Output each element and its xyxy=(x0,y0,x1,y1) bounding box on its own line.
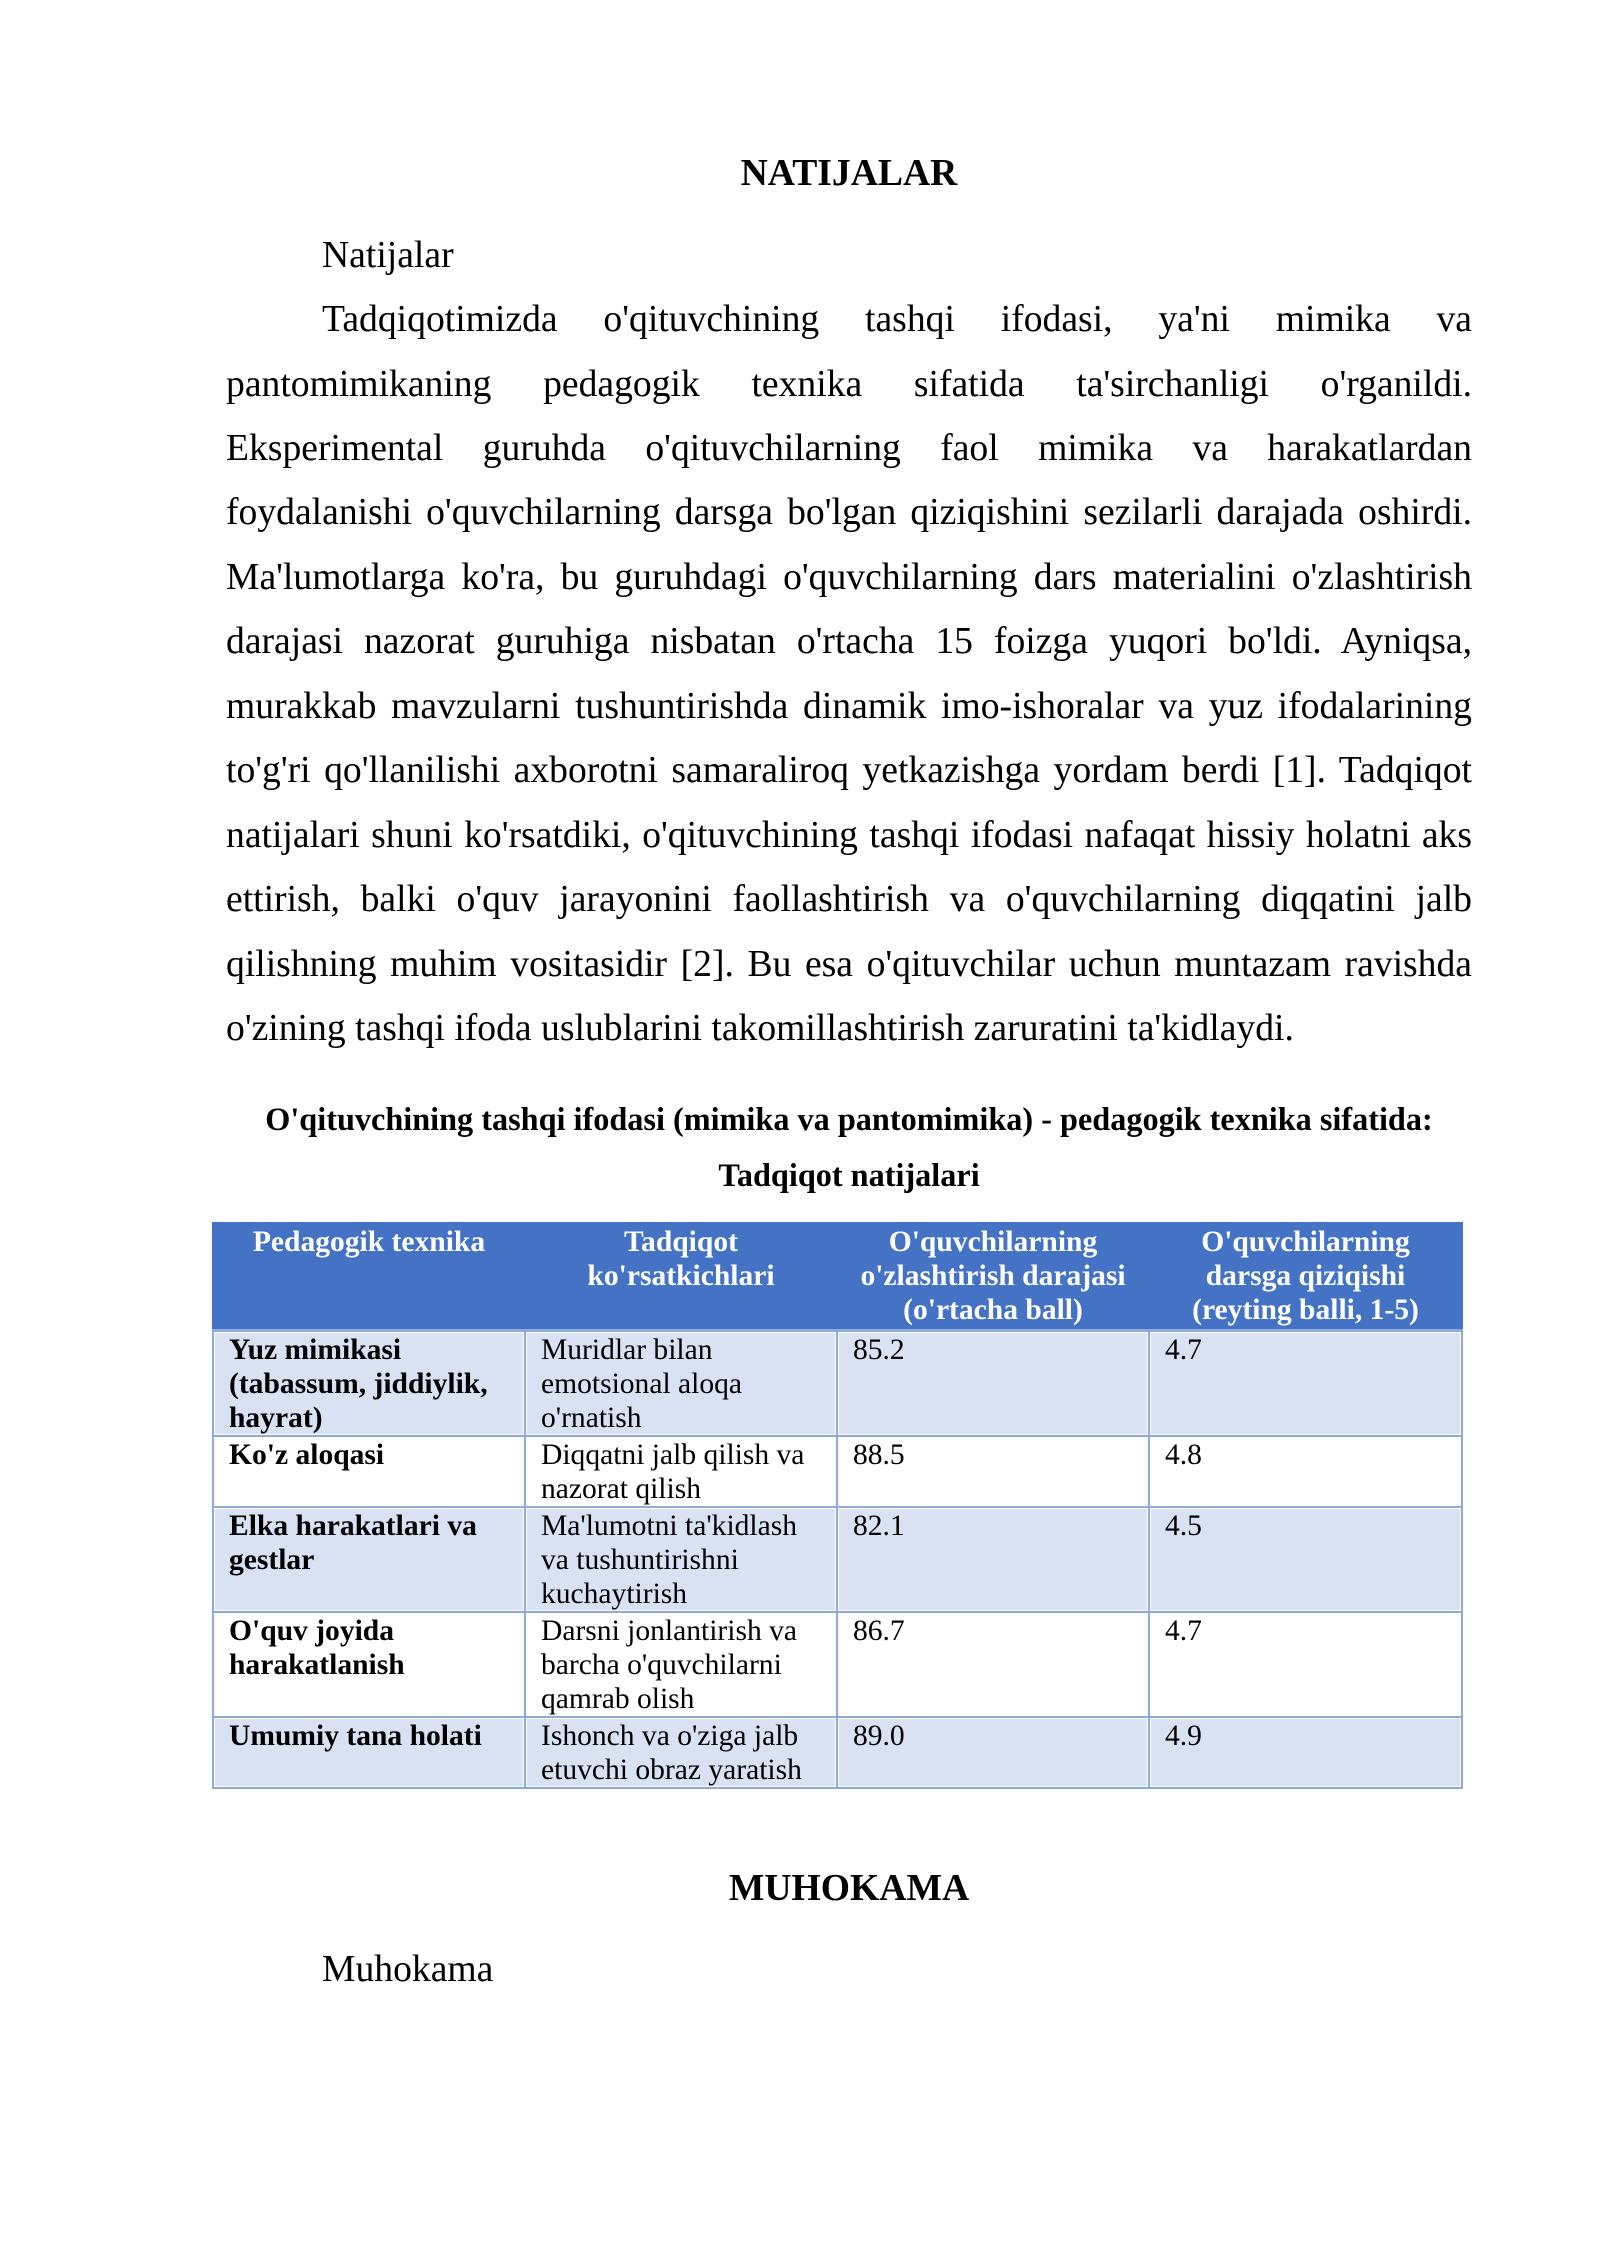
indicator-cell: Muridlar bilan emotsional aloqa o'rnatish xyxy=(525,1330,837,1436)
interest-rating-cell: 4.5 xyxy=(1149,1507,1462,1612)
paragraph-line: Tadqiqotimizda o'qituvchining tashqi ifodasi, ya'ni mimika va xyxy=(322,298,1472,341)
paragraph-line: foydalanishi o'quvchilarning darsga bo'lgan qiziqishini sezilarli darajada oshirdi. xyxy=(226,491,1472,534)
paragraph-line: darajasi nazorat guruhiga nisbatan o'rtacha 15 foizga yuqori bo'ldi. Ayniqsa, xyxy=(226,620,1472,663)
table-row xyxy=(213,1330,1462,1436)
header-interest-rating: O'quvchilarning darsga qiziqishi (reyting balli, 1-5) xyxy=(1149,1223,1462,1330)
discussion-subheading: Muhokama xyxy=(322,1948,494,1990)
results-heading: NATIJALAR xyxy=(740,152,958,194)
table-row xyxy=(213,1436,1462,1507)
interest-rating-cell: 4.7 xyxy=(1149,1612,1462,1717)
indicator-cell: Diqqatni jalb qilish va nazorat qilish xyxy=(525,1436,837,1507)
technique-cell: Elka harakatlari va gestlar xyxy=(213,1507,525,1612)
header-pedagogical-technique: Pedagogik texnika xyxy=(213,1223,525,1330)
discussion-heading: MUHOKAMA xyxy=(728,1866,970,1909)
interest-rating-cell: 4.9 xyxy=(1149,1717,1462,1788)
interest-rating-cell: 4.7 xyxy=(1149,1330,1462,1436)
mastery-score-cell: 86.7 xyxy=(837,1612,1149,1717)
table-row xyxy=(213,1717,1462,1788)
paragraph-line: ettirish, balki o'quv jarayonini faollashtirish va o'quvchilarning diqqatini jalb xyxy=(226,878,1472,921)
paragraph-line: to'g'ri qo'llanilishi axborotni samaraliroq yetkazishga yordam berdi [1]. Tadqiqot xyxy=(226,749,1472,792)
interest-rating-cell: 4.8 xyxy=(1149,1436,1462,1507)
discussion-text xyxy=(226,1937,1472,2001)
results-subheading: Natijalar xyxy=(322,233,454,276)
mastery-score-cell: 82.1 xyxy=(837,1507,1149,1612)
header-mastery-level: O'quvchilarning o'zlashtirish darajasi (o'rtacha ball) xyxy=(837,1223,1149,1330)
paragraph-line: natijalari shuni ko'rsatdiki, o'qituvchining tashqi ifodasi nafaqat hissiy holatni aks xyxy=(226,813,1472,856)
table-header-row xyxy=(213,1223,1462,1330)
paragraph-line: o'zining tashqi ifoda uslublarini takomillashtirish zaruratini ta'kidlaydi. xyxy=(226,1007,1294,1050)
results-table xyxy=(212,1222,1463,1789)
table-row xyxy=(213,1507,1462,1612)
technique-cell: Umumiy tana holati xyxy=(213,1717,525,1788)
mastery-score-cell: 88.5 xyxy=(837,1436,1149,1507)
indicator-cell: Darsni jonlantirish va barcha o'quvchilarni qamrab olish xyxy=(525,1612,837,1717)
table-row xyxy=(213,1612,1462,1717)
paragraph-line: pantomimikaning pedagogik texnika sifatida ta'sirchanligi o'rganildi. xyxy=(226,362,1472,405)
technique-cell: Yuz mimikasi (tabassum, jiddiylik, hayrat) xyxy=(213,1330,525,1436)
results-paragraph xyxy=(226,287,1472,1060)
header-research-indicators: Tadqiqot ko'rsatkichlari xyxy=(525,1223,837,1330)
paragraph-line: qilishning muhim vositasidir [2]. Bu esa o'qituvchilar uchun muntazam ravishda xyxy=(226,942,1472,985)
paragraph-line: Eksperimental guruhda o'qituvchilarning faol mimika va harakatlardan xyxy=(226,426,1472,469)
paragraph-line: murakkab mavzularni tushuntirishda dinamik imo-ishoralar va yuz ifodalarining xyxy=(226,684,1472,727)
indicator-cell: Ma'lumotni ta'kidlash va tushuntirishni kuchaytirish xyxy=(525,1507,837,1612)
paragraph-line: Ma'lumotlarga ko'ra, bu guruhdagi o'quvchilarning dars materialini o'zlashtirish xyxy=(226,555,1472,598)
results-text xyxy=(226,223,1472,1061)
mastery-score-cell: 89.0 xyxy=(837,1717,1149,1788)
indicator-cell: Ishonch va o'ziga jalb etuvchi obraz yaratish xyxy=(525,1717,837,1788)
mastery-score-cell: 85.2 xyxy=(837,1330,1149,1436)
table-caption: O'qituvchining tashqi ifodasi (mimika va pantomimika) - pedagogik texnika sifatida: Tadqiqot natijalari xyxy=(265,1101,1433,1193)
technique-cell: Ko'z aloqasi xyxy=(213,1436,525,1507)
technique-cell: O'quv joyida harakatlanish xyxy=(213,1612,525,1717)
